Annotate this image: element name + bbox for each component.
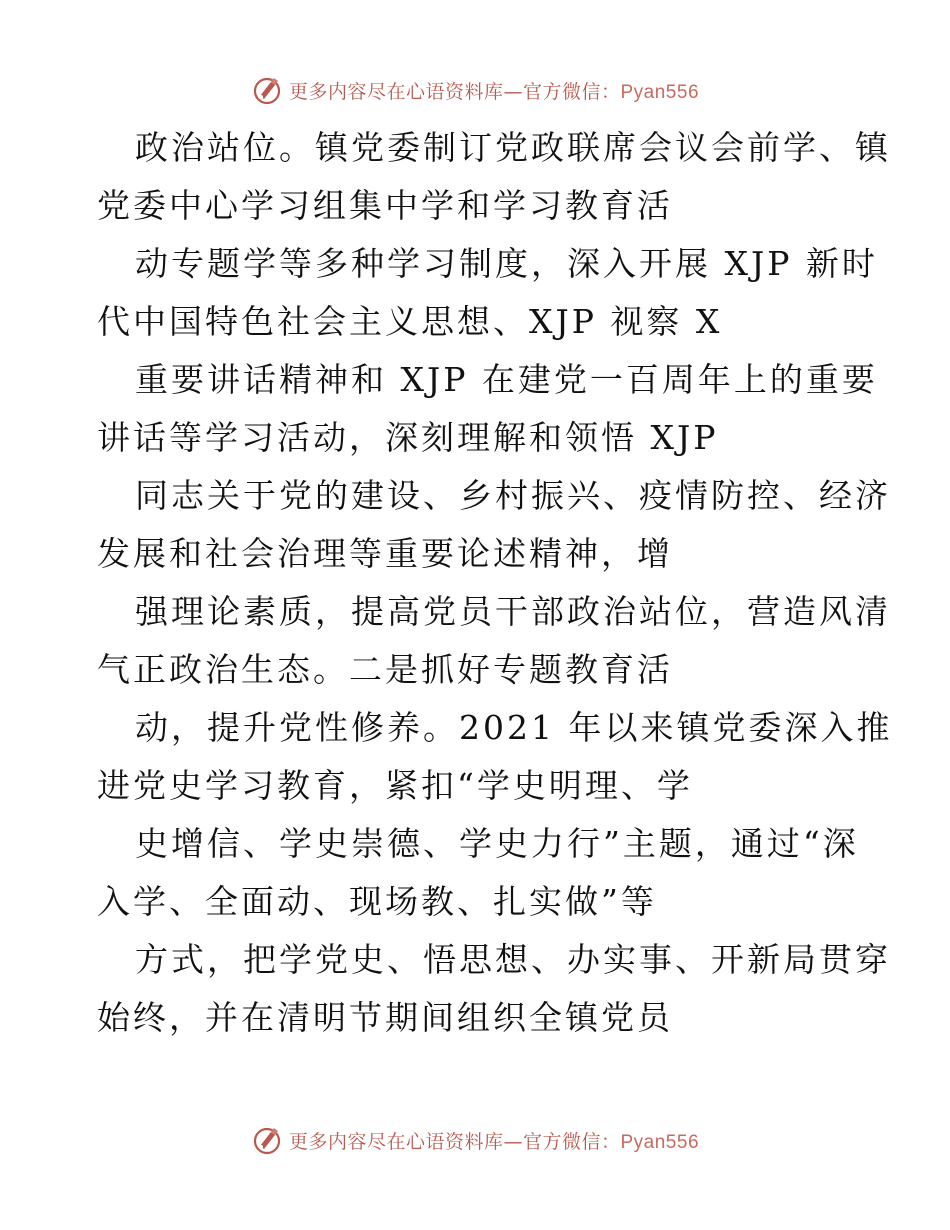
body-line: 入学、全面动、现场教、扎实做”等 — [97, 882, 657, 921]
body-line: 代中国特色社会主义思想、XJP 视察 X — [97, 302, 723, 341]
wechat-id: Pyan556 — [620, 1131, 700, 1153]
watermark-text: 更多内容尽在心语资料库—官方微信：Pyan556 — [288, 80, 700, 103]
body-line: 同志关于党的建设、乡村振兴、疫情防控、经济 — [135, 476, 891, 515]
body-line: 政治站位。镇党委制订党政联席会议会前学、镇 — [135, 128, 891, 167]
wechat-id: Pyan556 — [620, 81, 700, 103]
body-line: 始终，并在清明节期间组织全镇党员 — [97, 998, 673, 1037]
body-line: 史增信、学史崇德、学史力行”主题，通过“深 — [135, 824, 859, 863]
body-line: 强理论素质，提高党员干部政治站位，营造风清 — [135, 592, 891, 631]
header-watermark — [0, 70, 950, 110]
footer-watermark-group — [251, 1124, 699, 1156]
body-line: 发展和社会治理等重要论述精神，增 — [97, 534, 673, 573]
body-line: 动，提升党性修养。2021 年以来镇党委深入推 — [135, 708, 893, 747]
logo-icon — [251, 74, 283, 106]
body-line: 方式，把学党史、悟思想、办实事、开新局贯穿 — [135, 940, 891, 979]
header-watermark-group — [251, 74, 699, 106]
body-line: 党委中心学习组集中学和学习教育活 — [97, 186, 673, 225]
watermark-text: 更多内容尽在心语资料库—官方微信：Pyan556 — [288, 1130, 700, 1153]
body-line: 气正政治生态。二是抓好专题教育活 — [97, 650, 673, 689]
body-line: 重要讲话精神和 XJP 在建党一百周年上的重要 — [135, 360, 878, 399]
body-line: 讲话等学习活动，深刻理解和领悟 XJP — [97, 418, 719, 457]
body-line: 动专题学等多种学习制度，深入开展 XJP 新时 — [135, 244, 878, 283]
footer-watermark — [0, 1120, 950, 1160]
body-line: 进党史学习教育，紧扣“学史明理、学 — [97, 766, 693, 805]
logo-icon — [251, 1124, 283, 1156]
